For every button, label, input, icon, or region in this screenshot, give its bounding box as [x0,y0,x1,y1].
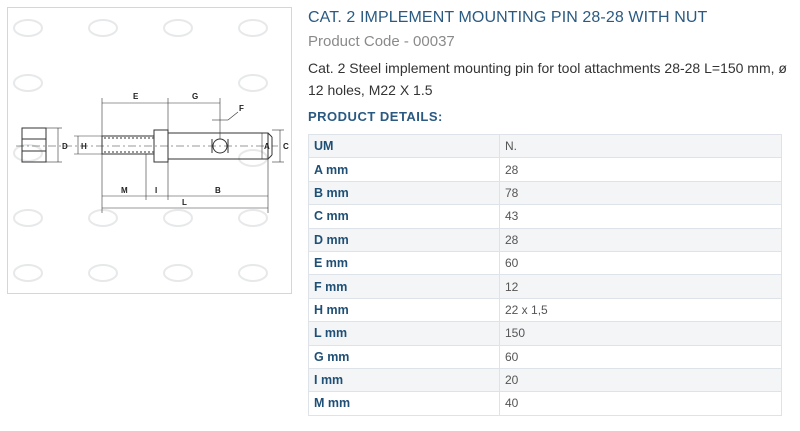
dimension-lines [46,98,284,213]
product-description: Cat. 2 Steel implement mounting pin for tool attachments 28-28 L=150 mm, ø 12 holes, M22 X 1.5 [308,60,787,98]
row-label: E mm [309,251,500,274]
row-label: B mm [309,181,500,204]
label-a: A [264,142,270,151]
row-value: 28 [500,158,782,181]
row-label: D mm [309,228,500,251]
row-label: UM [309,135,500,158]
product-details-heading: PRODUCT DETAILS: [308,109,443,124]
table-row [309,228,782,251]
row-value: N. [500,135,782,158]
row-label: F mm [309,275,500,298]
row-value: 12 [500,275,782,298]
row-value: 20 [500,368,782,391]
table-row [309,158,782,181]
label-i: I [155,186,158,195]
label-b: B [215,186,221,195]
product-title: CAT. 2 IMPLEMENT MOUNTING PIN 28-28 WITH NUT [308,9,708,26]
label-c: C [283,142,289,151]
product-image[interactable] [7,7,292,294]
row-value: 28 [500,228,782,251]
row-label: G mm [309,345,500,368]
row-value: 22 x 1,5 [500,298,782,321]
row-label: I mm [309,368,500,391]
row-value: 60 [500,345,782,368]
product-code: Product Code - 00037 [308,33,455,50]
row-label: L mm [309,322,500,345]
label-l: L [182,198,187,207]
table-row [309,181,782,204]
label-m: M [121,186,128,195]
row-value: 150 [500,322,782,345]
table-row [309,205,782,228]
row-value: 60 [500,251,782,274]
table-row [309,368,782,391]
table-row [309,135,782,158]
table-row [309,298,782,321]
row-label: A mm [309,158,500,181]
row-value: 78 [500,181,782,204]
label-e: E [133,92,139,101]
table-row [309,392,782,415]
row-label: M mm [309,392,500,415]
pin-technical-drawing [8,8,291,293]
table-row [309,345,782,368]
row-value: 40 [500,392,782,415]
label-f: F [239,104,244,113]
table-row [309,275,782,298]
label-h: H [81,142,87,151]
label-g: G [192,92,199,101]
table-row [309,251,782,274]
label-d: D [62,142,68,151]
table-row [309,322,782,345]
row-label: C mm [309,205,500,228]
row-label: H mm [309,298,500,321]
row-value: 43 [500,205,782,228]
product-details-table [308,134,782,416]
watermark-pattern [14,20,267,281]
